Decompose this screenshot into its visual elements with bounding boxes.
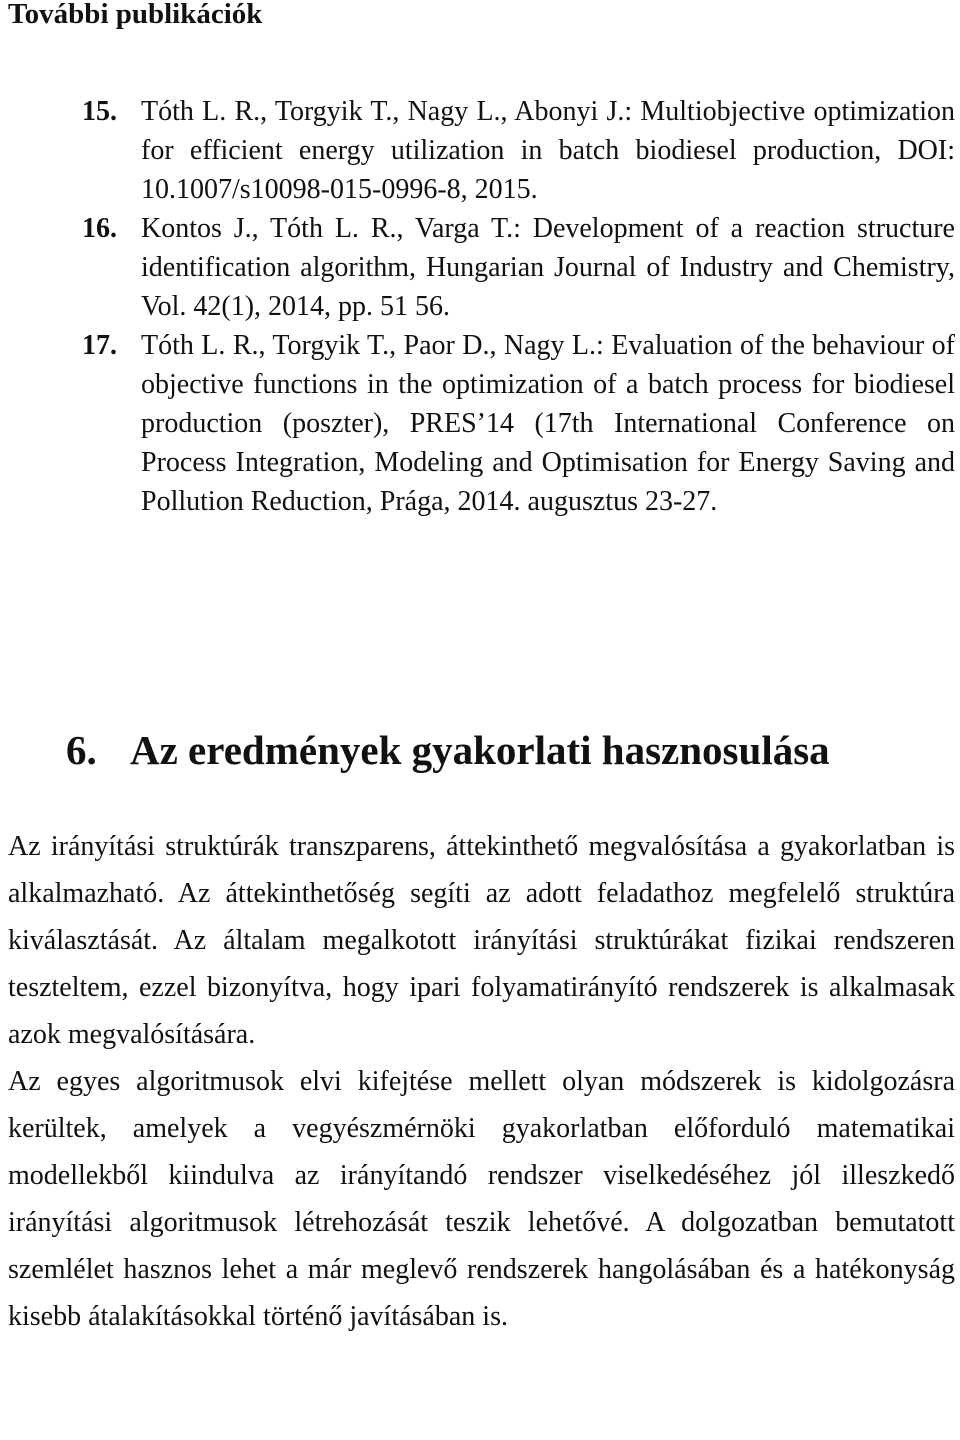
publication-text: Kontos J., Tóth L. R., Varga T.: Development of a reaction structure identification algorithm, Hungarian Journal of Industry and Chemistry, Vol. 42(1), 2014, pp. 51 56. (141, 213, 955, 322)
publication-text: Tóth L. R., Torgyik T., Paor D., Nagy L.: Evaluation of the behaviour of objective functions in the optimization of a batch process for biodiesel production (poszter), PRES’14 (17th International Conference on Process Integration, Modeling and Optimisation for Energy Saving and Pollution Reduction, Prága, 2014. augusztus 23-27. (141, 330, 955, 517)
chapter-heading (66, 722, 830, 778)
chapter-title: Az eredmények gyakorlati hasznosulása (130, 727, 830, 773)
body-text (8, 823, 955, 1340)
section-title: További publikációk (8, 0, 263, 30)
paragraph: Az irányítási struktúrák transzparens, áttekinthető megvalósítása a gyakorlatban is alkalmazható. Az áttekinthetőség segíti az adott feladathoz megfelelő struktúra kiválasztását. Az általam megalkotott irányítási struktúrákat fizikai rendszeren teszteltem, ezzel bizonyítva, hogy ipari folyamatirányító rendszerek is alkalmasak azok megvalósítására. (8, 831, 955, 1050)
publication-text: Tóth L. R., Torgyik T., Nagy L., Abonyi J.: Multiobjective optimization for efficient energy utilization in batch biodiesel production, DOI: 10.1007/s10098-015-0996-8, 2015. (141, 96, 955, 205)
publication-item (82, 209, 955, 326)
paragraph: Az egyes algoritmusok elvi kifejtése mellett olyan módszerek is kidolgozásra kerültek, amelyek a vegyészmérnöki gyakorlatban előforduló matematikai modellekből kiindulva az irányítandó rendszer viselkedéséhez jól illeszkedő irányítási algoritmusok létrehozását teszik lehetővé. A dolgozatban bemutatott szemlélet hasznos lehet a már meglevő rendszerek hangolásában és a hatékonyság kisebb átalakításokkal történő javításában is. (8, 1066, 955, 1332)
publication-number: 16. (82, 213, 117, 244)
publication-number: 17. (82, 330, 117, 361)
publication-number: 15. (82, 96, 117, 127)
publication-list (82, 92, 955, 521)
publication-item (82, 326, 955, 521)
chapter-number: 6. (66, 727, 97, 773)
publication-item (82, 92, 955, 209)
